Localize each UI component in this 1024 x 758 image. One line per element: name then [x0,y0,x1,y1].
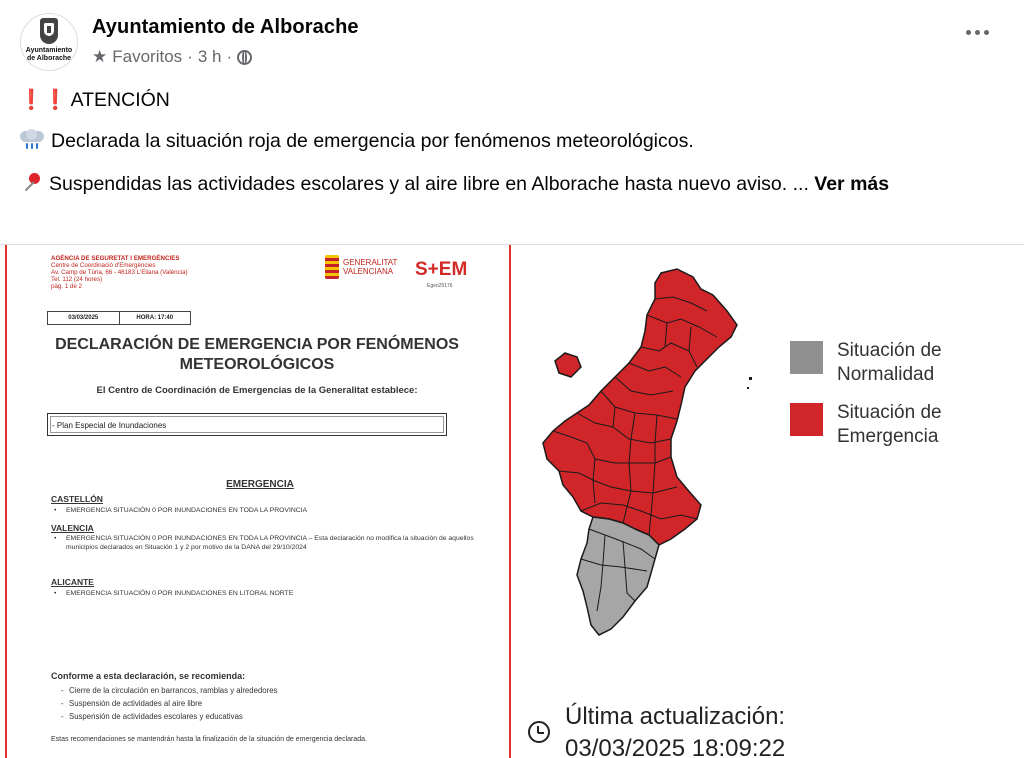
emergency-heading: EMERGENCIA [226,479,294,490]
document-subtitle: El Centro de Coordinación de Emergencias de la Generalitat establece: [96,385,418,396]
agency-name: AGÈNCIA DE SEGURETAT I EMERGÈNCIES [51,255,180,262]
rain-cloud-emoji-icon [19,129,45,151]
title-line: DECLARACIÓN DE EMERGENCIA POR FENÓMENOS [55,336,459,353]
post-text-line [19,170,979,198]
section-valencia: VALENCIA [51,523,94,533]
more-options-button[interactable] [966,30,989,35]
legend-normalidad [790,339,942,387]
update-value: 03/03/2025 18:09:22 [565,735,786,757]
recommendation-item: - Suspensión de actividades escolares y educativas [69,712,243,721]
dot-icon [966,30,971,35]
attention-text: ATENCIÓN [70,89,170,111]
separator: · [226,47,233,66]
separator: · [187,47,193,66]
emergency-area [543,269,737,545]
gv-text: VALENCIANA [343,267,394,276]
emergency-document [5,245,511,758]
agency-line: Tel. 112 (24 hores) [51,276,103,283]
page-avatar[interactable] [20,13,78,71]
avatar-caption: Ayuntamiento [25,47,73,54]
post-text-line [19,127,694,155]
section-item: • EMERGENCIA SITUACIÓN 0 POR INUNDACIONES EN TODA LA PROVINCIA [54,507,486,516]
generalitat-emblem-icon [325,255,339,279]
recommendation-item: - Suspensión de actividades al aire libre [69,699,202,708]
legend-text: Normalidad [837,364,935,385]
agency-header [51,255,188,290]
legend-text: Situación de [837,402,942,423]
section-alicante: ALICANTE [51,577,94,587]
date-time-box [47,311,191,325]
island-marker [749,377,752,380]
recommendation-item: - Cierre de la circulación en barrancos, ramblas y alrededores [69,686,277,695]
audience-label[interactable]: Favoritos [112,47,183,66]
recommend-heading: Conforme a esta declaración, se recomienda: [51,671,246,681]
update-label: Última actualización: [565,703,786,730]
post-text-line [19,86,170,114]
post-timestamp[interactable]: 3 h [197,47,222,66]
document-footnote: Estas recomendaciones se mantendrán hasta la finalización de la situación de emergencia declarada. [51,736,367,743]
title-line: METEOROLÓGICOS [179,356,335,373]
sem-logo: S+EM [415,259,468,280]
island-marker [747,387,749,389]
coat-of-arms-icon [40,18,58,44]
valencia-region-map [531,267,771,667]
document-title [37,335,477,375]
legend-text: Situación de [837,340,942,361]
section-castellon: CASTELLÓN [51,494,103,504]
enclave-area [555,353,581,377]
globe-icon [237,50,252,65]
declaration-text: Declarada la situación roja de emergencia por fenómenos meteorológicos. [51,130,694,152]
document-date: 03/03/2025 [48,312,120,324]
emergency-map-panel [513,245,1024,758]
legend-label [837,339,942,387]
agency-line: pàg. 1 de 2 [51,283,82,290]
exclamation-emoji-icon: ❗❗ [19,89,68,111]
legend-label [837,401,942,449]
post-meta [92,47,252,67]
agency-line: Av. Camp de Túria, 66 - 46183 L'Eliana (València) [51,269,188,276]
document-code: Egen25176 [427,283,453,289]
section-item: • EMERGENCIA SITUACIÓN 0 POR INUNDACIONES EN LITORAL NORTE [54,590,486,599]
legend-swatch-red [790,403,823,436]
star-icon: ★ [92,47,108,66]
plan-box: - Plan Especial de Inundaciones [47,413,447,436]
avatar-caption: de Alborache [26,55,72,62]
gv-text: GENERALITAT [343,258,398,267]
section-item: • EMERGENCIA SITUACIÓN 0 POR INUNDACIONES EN TODA LA PROVINCIA – Esta declaración no modifica la situación de aquellos municipios declarados en Situación 1 y 2 por motivo de la DANA del 29/10/2024 [54,535,486,552]
agency-line: Centre de Coordinació d'Emergències [51,262,156,269]
generalitat-logo [325,255,397,279]
legend-text: Emergencia [837,426,939,447]
post-image[interactable] [0,244,1024,758]
legend-emergencia [790,401,942,449]
page-name[interactable]: Ayuntamiento de Alborache [92,16,359,38]
dot-icon [984,30,989,35]
suspension-text: Suspendidas las actividades escolares y al aire libre en Alborache hasta nuevo aviso. ... [49,173,815,195]
document-time: HORA: 17:40 [136,315,174,321]
dot-icon [975,30,980,35]
see-more-link[interactable]: Ver más [814,173,890,195]
pushpin-emoji-icon [19,172,43,194]
normal-area [577,517,659,635]
legend-swatch-grey [790,341,823,374]
clock-icon [528,721,550,743]
